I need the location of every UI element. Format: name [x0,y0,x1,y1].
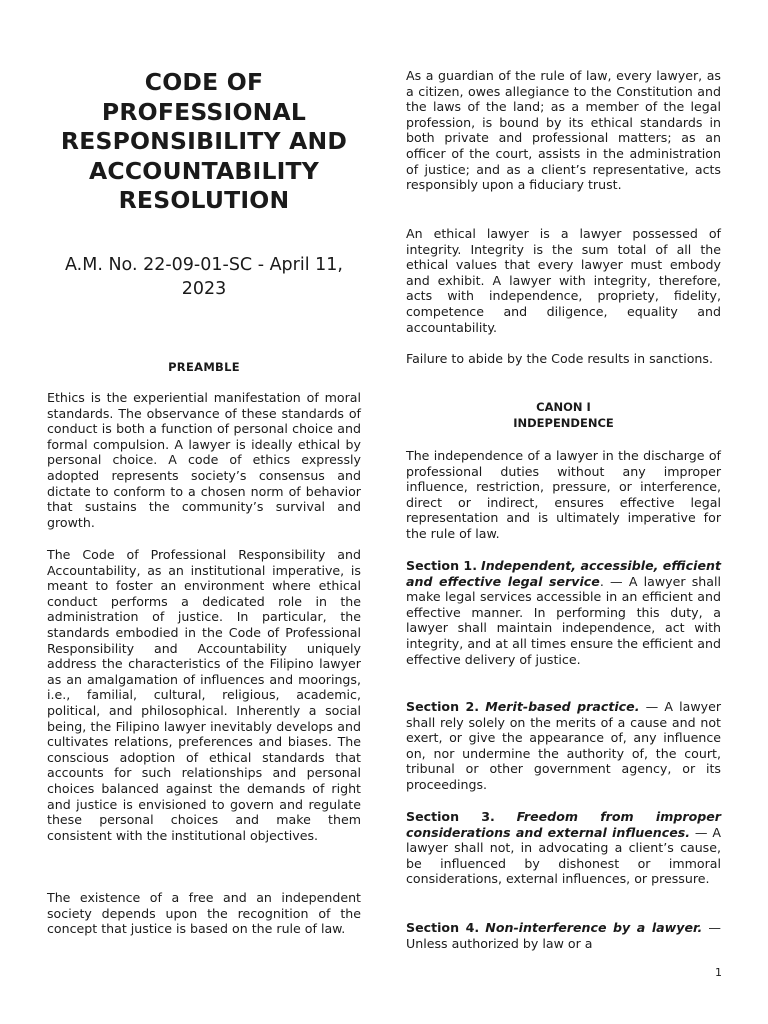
canon-number: CANON I [536,400,591,414]
section-1-body: A lawyer shall make legal services accessible in an efficient and effective manner. In performing this duty, a lawyer shall maintain independence, act with integrity, and at all times ensure the efficient and effective delivery of justice. [406,573,721,667]
section-4-body: Unless authorized by law or a [406,935,593,951]
section-2 [406,699,721,793]
section-2-title: Merit-based practice. [485,699,640,714]
section-3-body: A lawyer shall not, in advocating a client’s cause, be influenced by dishonest or immoral considerations, external influences, or pressure. [406,824,721,887]
canon-heading [406,400,721,431]
preamble-paragraph-1: Ethics is the experiential manifestation of moral standards. The observance of these standards of conduct is both a function of personal choice and formal compulsion. A lawyer is ideally ethical by personal choice. A code of ethics expressly adopted represents society’s consensus and dictate to conform to a chosen norm of behavior that sustains the community’s survival and growth. [47,390,361,530]
am-number: A.M. No. 22-09-01-SC - April 11, 2023 [65,255,343,299]
preamble-paragraph-2: The Code of Professional Responsibility and Accountability, as an institutional imperative, is meant to foster an environment where ethical conduct performs a dedicated role in the administration of justice. In particular, the standards embodied in the Code of Professional Responsibility and Accountability uniquely address the characteristics of the Filipino lawyer as an amalgamation of influences and moorings, i.e., familial, cultural, religious, academic, political, and philosophical. Inherently a social being, the Filipino lawyer inevitably develops and cultivates relations, preferences and biases. The conscious adoption of ethical standards that accounts for such relationships and personal choices balanced against the demands of right and justice is envisioned to govern and regulate these personal choices and make them consistent with the institutional objectives. [47,547,361,843]
section-4-label: Section 4. [406,920,480,935]
section-2-dash: — [645,699,659,714]
document-title: CODE OF PROFESSIONAL RESPONSIBILITY AND ACCOUNTABILITY RESOLUTION [60,68,348,214]
section-2-body: A lawyer shall rely solely on the merits of a cause and not exert, or give the appearance of, any influence on, nor undermine the authority of, the court, tribunal or other government agency, or its proceedings. [406,699,721,792]
integrity-paragraph: An ethical lawyer is a lawyer possessed of integrity. Integrity is the sum total of all the ethical values that every lawyer must embody and exhibit. A lawyer with integrity, therefore, acts with independence, propriety, fidelity, competence and diligence, equality and accountability. [406,226,721,335]
section-2-label: Section 2. [406,699,480,714]
section-3-title: Freedom from improper considerations and external influences. [406,809,721,840]
section-3-label: Section 3. [406,809,495,824]
canon-title: INDEPENDENCE [513,415,614,430]
section-3 [406,809,721,887]
section-4-title: Non-interference by a lawyer. [485,920,703,935]
sanctions-paragraph: Failure to abide by the Code results in sanctions. [406,351,713,366]
canon-intro: The independence of a lawyer in the discharge of professional duties without any improper influence, restriction, pressure, or interference, direct or indirect, ensures effective legal representation and is ultimately imperative for the rule of law. [406,448,721,541]
section-4-dash: — [708,920,721,935]
section-3-dash: — [694,824,708,840]
section-4 [406,920,721,951]
section-1 [406,558,721,667]
section-1-title: Independent, accessible, efficient and effective legal service [406,558,721,589]
preamble-heading: PREAMBLE [168,360,240,374]
preamble-paragraph-3: The existence of a free and an independent society depends upon the recognition of the concept that justice is based on the rule of law. [47,890,361,937]
page-number: 1 [715,966,722,979]
section-1-label: Section 1. [406,558,477,573]
guardian-paragraph: As a guardian of the rule of law, every lawyer, as a citizen, owes allegiance to the Constitution and the laws of the land; as a member of the legal profession, is bound by its ethical standards in both private and professional matters; as an officer of the court, assists in the administration of justice; and as a client’s representative, acts responsibly upon a fiduciary trust. [406,68,721,193]
section-1-dash: . — [599,573,623,589]
